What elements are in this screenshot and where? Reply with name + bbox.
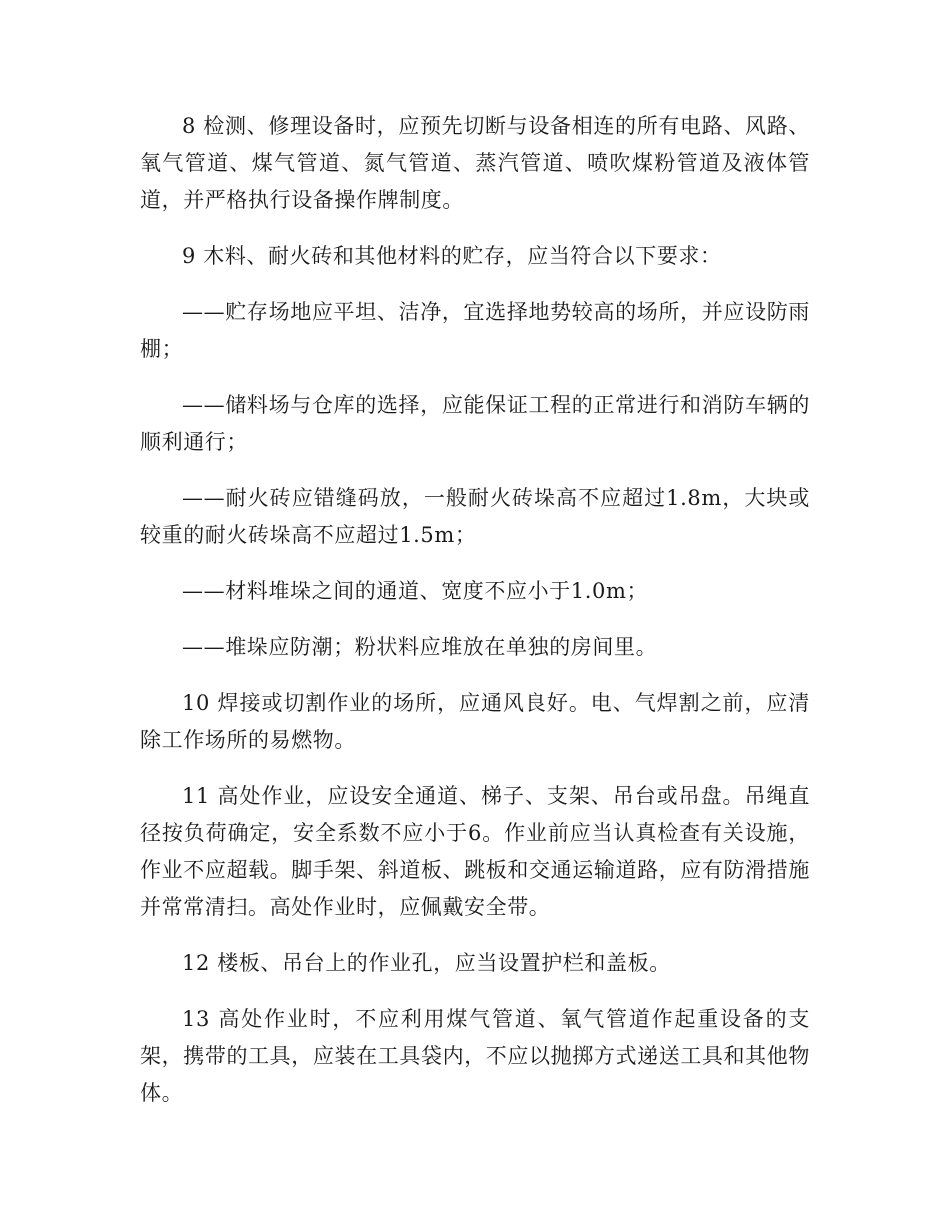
list-item-warehouse: ——储料场与仓库的选择，应能保证工程的正常进行和消防车辆的顺利通行； [140,393,810,454]
list-item-moisture: ——堆垛应防潮；粉状料应堆放在单独的房间里。 [182,635,658,659]
paragraph-item-8: 8 检测、修理设备时，应预先切断与设备相连的所有电路、风路、氧气管道、煤气管道、氮气管道、蒸汽管道、喷吹煤粉管道及液体管道，并严格执行设备操作牌制度。 [140,114,810,212]
list-item-firebrick-stacking: ——耐火砖应错缝码放，一般耐火砖垛高不应超过1.8m，大块或较重的耐火砖垛高不应超过1.5m； [140,486,810,547]
list-item-passage-width: ——材料堆垛之间的通道、宽度不应小于1.0m； [182,579,649,603]
paragraph-item-9: 9 木料、耐火砖和其他材料的贮存，应当符合以下要求： [182,244,722,268]
paragraph-item-10: 10 焊接或切割作业的场所，应通风良好。电、气焊割之前，应清除工作场所的易燃物。 [140,691,810,752]
paragraph-item-11: 11 高处作业，应设安全通道、梯子、支架、吊台或吊盘。吊绳直径按负荷确定，安全系数不应小于6。作业前应当认真检查有关设施，作业不应超载。脚手架、斜道板、跳板和交通运输道路，应有防滑措施并常常清扫。高处作业时，应佩戴安全带。 [140,784,810,919]
list-item-storage-site: ——贮存场地应平坦、洁净，宜选择地势较高的场所，并应设防雨棚； [140,300,810,361]
paragraph-item-13: 13 高处作业时，不应利用煤气管道、氧气管道作起重设备的支架，携带的工具，应装在工具袋内，不应以抛掷方式递送工具和其他物体。 [140,1007,810,1105]
document-body [140,108,810,1131]
paragraph-item-12: 12 楼板、吊台上的作业孔，应当设置护栏和盖板。 [182,951,671,975]
